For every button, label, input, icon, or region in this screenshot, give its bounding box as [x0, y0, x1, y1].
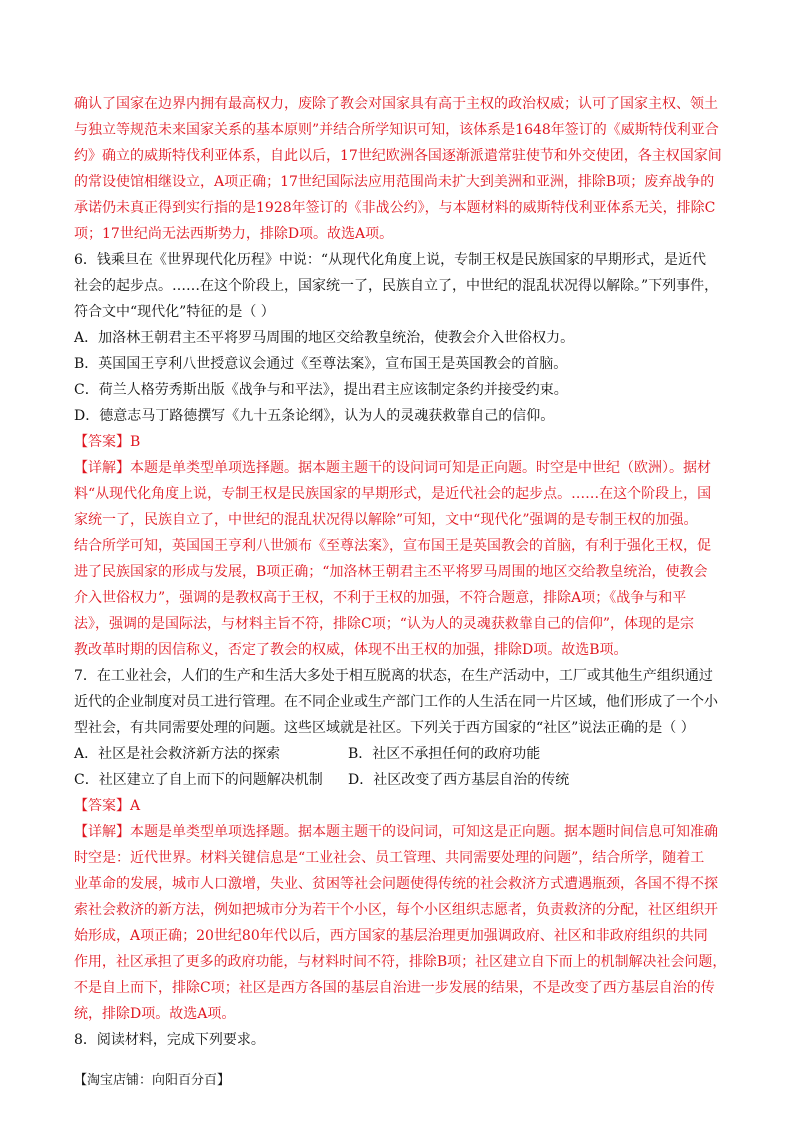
prev-explanation-line: 约》确立的威斯特伐利亚体系，自此以后，17世纪欧洲各国逐渐派遣常驻使节和外交使团，各主权国家间	[74, 148, 722, 164]
q7-explanation-line: 【详解】本题是单类型单项选择题。据本题主题干的设问词，可知这是正向题。据本题时间信息可知准确	[74, 824, 718, 840]
q7-stem-line: 近代的企业制度对员工进行管理。在不同企业或生产部门工作的人生活在同一片区域，他们形成了一个小	[74, 694, 718, 710]
q7-explanation-line: 统，排除D项。故选A项。	[74, 1006, 236, 1022]
q7-explanation-line: 作用，社区承担了更多的政府功能，与材料时间不符，排除B项；社区建立自下而上的机制解决社会问题，	[74, 954, 727, 970]
q6-explanation-line: 介入世俗权力”，强调的是教权高于王权，不利于王权的加强，不符合题意，排除A项；《战争与和平	[74, 590, 687, 606]
q6-option-a: A．加洛林王朝君主丕平将罗马周围的地区交给教皇统治，使教会介入世俗权力。	[74, 330, 575, 346]
q6-explanation-line: 教改革时期的因信称义，否定了教会的权威，体现不出王权的加强，排除D项。故选B项。	[74, 642, 628, 658]
prev-explanation-line: 与独立等规范未来国家关系的基本原则”并结合所学知识可知，该体系是1648年签订的《威斯特伐利亚合	[74, 122, 719, 138]
q7-option-b: B．社区不承担任何的政府功能	[348, 746, 541, 762]
prev-explanation-line: 确认了国家在边界内拥有最高权力，废除了教会对国家具有高于主权的政治权威；认可了国家主权、领土	[74, 96, 718, 112]
prev-explanation-line: 项；17世纪尚无法西斯势力，排除D项。故选A项。	[74, 226, 394, 242]
q6-explanation-line: 【详解】本题是单类型单项选择题。据本题主题干的设问词可知是正向题。时空是中世纪（欧洲）。据材	[74, 460, 711, 476]
q7-explanation-line: 时空是：近代世界。材料关键信息是“工业社会、员工管理、共同需要处理的问题”，结合所学，随着工	[74, 850, 705, 866]
q7-answer: 【答案】A	[74, 798, 141, 814]
q7-stem-line: 型社会，有共同需要处理的问题。这些区域就是社区。下列关于西方国家的“社区”说法正确的是（ ）	[74, 720, 695, 736]
q7-stem-line: 7．在工业社会，人们的生产和生活大多处于相互脱离的状态，在生产活动中，工厂或其他生产组织通过	[74, 668, 713, 684]
q6-option-c: C．荷兰人格劳秀斯出版《战争与和平法》，提出君主应该制定条约并接受约束。	[74, 382, 568, 398]
q8-stem: 8．阅读材料，完成下列要求。	[74, 1032, 265, 1048]
q7-explanation-line: 索社会救济的新方法，例如把城市分为若干个小区，每个小区组织志愿者，负责救济的分配，社区组织开	[74, 902, 718, 918]
q7-explanation-line: 业革命的发展，城市人口激增，失业、贫困等社会问题使得传统的社会救济方式遭遇瓶颈，各国不得不探	[74, 876, 718, 892]
q6-stem-line: 6．钱乘旦在《世界现代化历程》中说：“从现代化角度上说，专制王权是民族国家的早期形式，是近代	[74, 252, 707, 268]
prev-explanation-line: 的常设使馆相继设立，A项正确；17世纪国际法应用范围尚未扩大到美洲和亚洲，排除B项；废弃战争的	[74, 174, 715, 190]
q7-explanation-line: 始形成，A项正确；20世纪80年代以后，西方国家的基层治理更加强调政府、社区和非政府组织的共同	[74, 928, 708, 944]
q6-stem-line: 社会的起步点。……在这个阶段上，国家统一了，民族自立了，中世纪的混乱状况得以解除。”下列事件，	[74, 278, 719, 294]
prev-explanation-line: 承诺仍未真正得到实行指的是1928年签订的《非战公约》，与本题材料的威斯特伐利亚体系无关，排除C	[74, 200, 716, 216]
q6-explanation-line: 法》，强调的是国际法，与材料主旨不符，排除C项；“认为人的灵魂获救靠自己的信仰”，体现的是宗	[74, 616, 695, 632]
q7-option-c: C．社区建立了自上而下的问题解决机制	[74, 772, 323, 788]
q6-explanation-line: 家统一了，民族自立了，中世纪的混乱状况得以解除”可知，文中“现代化”强调的是专制王权的加强。	[74, 512, 698, 528]
q6-explanation-line: 结合所学可知，英国国王亨利八世颁布《至尊法案》，宣布国王是英国教会的首脑，有利于强化王权，促	[74, 538, 711, 554]
q7-option-a: A．社区是社会救济新方法的探索	[74, 746, 281, 762]
shop-footer: 【淘宝店铺：向阳百分百】	[74, 1073, 231, 1088]
q6-explanation-line: 料“从现代化角度上说，专制王权是民族国家的早期形式，是近代社会的起步点。……在这个阶段上，国	[74, 486, 712, 502]
q7-option-d: D．社区改变了西方基层自治的传统	[348, 772, 570, 788]
q6-option-b: B．英国国王亨利八世授意议会通过《至尊法案》，宣布国王是英国教会的首脑。	[74, 356, 568, 372]
q6-explanation-line: 进了民族国家的形成与发展，B项正确；“加洛林王朝君主丕平将罗马周围的地区交给教皇统治，使教会	[74, 564, 708, 580]
q6-option-d: D．德意志马丁路德撰写《九十五条论纲》，认为人的灵魂获救靠自己的信仰。	[74, 408, 555, 424]
q6-stem-line: 符合文中“现代化”特征的是（ ）	[74, 304, 275, 320]
q7-explanation-line: 不是自上而下，排除C项；社区是西方各国的基层自治进一步发展的结果，不是改变了西方基层自治的传	[74, 980, 715, 996]
q6-answer: 【答案】B	[74, 434, 141, 450]
